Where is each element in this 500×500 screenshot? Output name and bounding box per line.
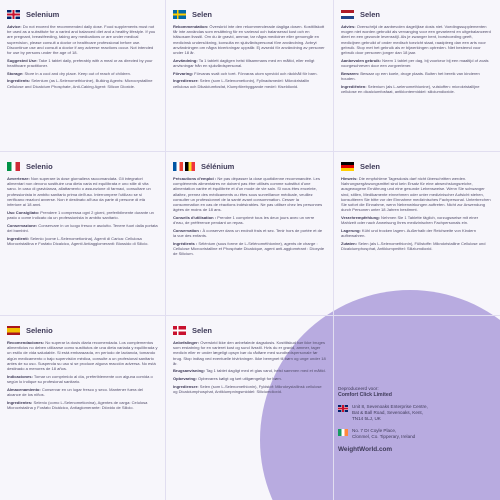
denmark-flag-icon bbox=[173, 326, 186, 335]
usage-text: Brugsanvisning: Tag 1 tablet dagligt med et glas vand, helst sammen med et måltid. bbox=[173, 368, 326, 374]
france-belgium-flag-icons bbox=[173, 162, 195, 171]
distributor-label: Deproduceerd voor: bbox=[338, 386, 379, 391]
panel-danish bbox=[166, 316, 334, 500]
panel-german bbox=[334, 152, 500, 316]
panel-dutch bbox=[334, 0, 500, 152]
panel-header bbox=[341, 162, 493, 171]
ireland-address bbox=[338, 428, 488, 440]
panel-swedish bbox=[166, 0, 334, 152]
language-title: Selen bbox=[360, 162, 381, 171]
panel-header bbox=[173, 162, 326, 171]
germany-flag-icon bbox=[341, 162, 354, 171]
ingredients-text: Ingredienti: Selenio (come L-Selenometionina), Agenti di Carica: Cellulosa Microcristallina e Fosfato Dicalcico, Agenti Antiagglomeranti: Biossido di Silicio. bbox=[7, 235, 149, 246]
ingredients-text: Ingredients: Selenium (as L-Selenomethionine), Bulking Agents: Microcrystalline Cellulose and Dicalcium Phosphate, Anti-Caking Agent: Silicon Dioxide. bbox=[7, 78, 153, 89]
language-title: Selenio bbox=[26, 162, 53, 171]
belgium-flag-icon bbox=[185, 162, 195, 171]
storage-text: Lagerung: Kühl und trocken lagern. Außerhalb der Reichweite von Kindern aufbewahren. bbox=[341, 227, 476, 238]
advice-text: Avvertenze: Non superare la dose giornaliera raccomandata. Gli integratori alimentari non devono sostituire una dieta varia ed equilibrata e uno stile di vita sano. In caso di gravidanza, allattamento o assunzione di farmaci, consultare un professionista in ambito sanitario prima dell'uso. Interrompere l'utilizzo se si verificano reazioni avverse. Non è destinato all'uso da parte di persone di età inferiore ai 18 anni. bbox=[7, 176, 151, 207]
distributor-block bbox=[338, 386, 488, 453]
panel-italian bbox=[0, 152, 166, 316]
advice-text: Anbefalinger: Overskrid ikke den anbefalede dagsdosis. Kosttilskud bør ikke bruges som erstatning for en varieret kost og sund livsstil. Hvis du er gravid, ammer, tager medicin eller er under lægeligt opsyn bør du rådføre med sundhedspersonale før brug. Stop indtag ved eventuelle bivirkninger. Ikke beregnet til børn og unge under 18 år. bbox=[173, 340, 326, 366]
france-flag-icon bbox=[173, 162, 183, 171]
advice-text: Recomendaciones: No superar la dosis diaria recomendada. Los complementos alimenticios no deben utilizarse como sustitutos de una dieta variada y equilibrada y un estilo de vida saludable. Si está embarazada, en período de lactancia, tomando algún medicamento o bajo supervisión médica, consulte a un profesional sanitario antes de su uso. Suspenda su uso si se produce alguna reacción adversa. No está destinado a menores de 18 años. bbox=[7, 340, 158, 371]
italy-flag-icon bbox=[7, 162, 20, 171]
ireland-address-lines: No. 7 Dr Coyle Place, Clonmel, Co. Tipperary, Ireland bbox=[352, 427, 416, 439]
sweden-flag-icon bbox=[173, 10, 186, 19]
uk-flag-icon bbox=[7, 10, 20, 19]
ingredients-text: Ingredientes: Selenio (como L-Selenometionina), Agentes de carga: Celulosa Microcristalina y Fosfato Dicálcico, Antiaglomerante: Dióxido de Silicio. bbox=[7, 399, 148, 410]
usage-text: Verzehrempfehlung: Nehmen Sie 1 Tablette täglich, vorzugsweise mit einer Mahlzeit oder nach Anweisung Ihres medizinischen Fachpersonals ein. bbox=[341, 214, 479, 225]
distributor-company: Comfort Click Limited bbox=[338, 392, 392, 398]
storage-text: Bewaren: Bewaar op een koele, droge plaats. Buiten het bereik van kinderen houden. bbox=[341, 70, 480, 81]
panel-english bbox=[0, 0, 166, 152]
language-title: Selenio bbox=[26, 326, 53, 335]
ingredients-text: Zutaten: Selen (als L-Selenomethionin), Füllstoffe: Mikrokristalline Cellulose und Dicalciumphosphat, Antiklumpmittel: Siliziumdioxid. bbox=[341, 240, 486, 251]
panel-french bbox=[166, 152, 334, 316]
panel-spanish bbox=[0, 316, 166, 500]
language-title: Selenium bbox=[26, 10, 60, 19]
brand-url: WeightWorld.com bbox=[338, 445, 393, 453]
storage-text: Opbevaring: Opbevares køligt og tørt utilgængeligt for børn. bbox=[173, 376, 282, 382]
storage-text: Conservazione: Conservare in un luogo fresco e asciutto. Tenere fuori dalla portata dei bambini. bbox=[7, 222, 158, 233]
language-title: Sélénium bbox=[201, 162, 235, 171]
language-title: Selen bbox=[192, 10, 213, 19]
usage-text: Användning: Ta 1 tablett dagligen helst tillsammans med en måltid, eller enligt anvisningar från en sjukvårdspersonal. bbox=[173, 57, 315, 68]
usage-text: Conseils d'utilisation : Prendre 1 comprimé tous les deux jours avec un verre d'eau, de préférence pendant un repas. bbox=[173, 214, 315, 225]
usage-text: Uso Consigliato: Prendere 1 compressa ogni 2 giorni, preferibilmente durante un pasto o come indicato da un professionista in ambito sanitario. bbox=[7, 209, 154, 220]
usage-text: Indicaciones: Tomar un comprimido al día, preferiblemente con alguna comida o según lo indique su profesional sanitario. bbox=[7, 373, 153, 384]
panel-header bbox=[7, 10, 158, 19]
netherlands-flag-icon bbox=[341, 10, 354, 19]
advice-text: Hinweis: Die empfohlene Tagesdosis darf nicht überschritten werden. Nahrungsergänzungsmittel sind kein Ersatz für eine abwechslungsreiche, ausgewogene Ernährung und eine gesunde Lebensweise. Wenn Sie schwanger sind, stillen, Medikamente einnehmen oder unter medizinischer Aufsicht stehen, konsultieren Sie bitte vor der Einnahme medizinisches Fachpersonal. Unterbrechen Sie sofort die Einnahme, wenn Nebenwirkungen auftreten. Nicht zur Anwendung durch Personen unter 18 Jahren bestimmt. bbox=[341, 176, 491, 213]
advice-text: Rekommendation: Överskrid inte den rekommenderade dagliga dosen. Kosttillskott får inte användas som ersättning för en varierad och balanserad kost och en hälsosam livsstil. Om du är gravid, ammar, tar några mediciner eller genomgår en medicinsk undersökning, konsulta en sjukvårdspersonal före användning. Avbryt användningen om några biverkningar uppstår. Ej avsedd för användning av personer under 18 år. bbox=[173, 24, 325, 55]
advice-text: Advies: Overschrijd de aanbevolen dagelijkse dosis niet. Voedingssupplementen mogen niet worden gebruikt als vervanging voor een gevarieerd en uitgebalanceerd dieet en een gezonde levensstijl. Als je zwanger bent, borstvoeding geeft, medicijnen gebruikt of onder medisch toezicht staat, raadpleeg dan een arts voor gebruik. Stop met het gebruik als er bijwerkingen optreden. Niet bestemd voor gebruik door personen jonger dan 18 jaar. bbox=[341, 24, 491, 55]
ireland-flag-icon bbox=[338, 429, 348, 436]
usage-text: Suggested Use: Take 1 tablet daily, preferably with a meal or as directed by your healthcare practitioner. bbox=[7, 57, 153, 68]
advice-text: Précautions d'emploi : Ne pas dépasser la dose quotidienne recommandée. Les compléments alimentaires ne doivent pas être utilisés comme substitut d'une alimentation variée et équilibrée et d'un mode de vie sain. Si vous êtes enceinte, allaitez, prenez des médicaments ou êtes sous surveillance médicale, veuillez consulter un professionnel de la santé avant consommation. Cesser la consommation en cas de réactions indésirables. Ne pas utiliser chez les personnes âgées de moins de 18 ans. bbox=[173, 176, 323, 213]
language-title: Selen bbox=[360, 10, 381, 19]
ingredients-text: Ingrédients : Sélénium (sous forme de L-Sélénométhionine), agents de charge : Cellulose Microcristalline et Phosphate Dicalcique, agent anti-agglomérant : Dioxyde de Silicium. bbox=[173, 240, 325, 257]
panel-header bbox=[173, 10, 326, 19]
uk-flag-icon bbox=[338, 405, 348, 412]
panel-header bbox=[7, 326, 158, 335]
usage-text: Aanbevolen gebruik: Neem 1 tablet per dag, bij voorkeur bij een maaltijd of zoals voorgeschreven door een zorgverlener. bbox=[341, 57, 489, 68]
storage-text: Storage: Store in a cool and dry place. Keep out of reach of children. bbox=[7, 70, 131, 76]
panel-header bbox=[173, 326, 326, 335]
ingredients-text: Ingrediënten: Selenium (als L-selenomethionine), vulstoffen: microkristallijne cellulose en dicalciumfosfaat, antiklontermiddel: siliciumdioxide. bbox=[341, 83, 480, 94]
storage-text: Almacenamiento: Conservar en un lugar fresco y seco. Mantener fuera del alcance de los niños. bbox=[7, 386, 144, 397]
panel-header bbox=[7, 162, 158, 171]
spain-flag-icon bbox=[7, 326, 20, 335]
panel-header bbox=[341, 10, 493, 19]
uk-address bbox=[338, 404, 488, 422]
language-title: Selen bbox=[192, 326, 213, 335]
storage-text: Conservation : À conserver dans un endroit frais et sec. Tenir hors de portée et de la vue des enfants. bbox=[173, 227, 323, 238]
storage-text: Förvaring: Förvaras svalt och torrt. Förvaras utom synvidd och räckhåll för barn. bbox=[173, 70, 318, 76]
ingredients-text: Ingredienser: Selen (som L-Selenometionin), Fyllnadsmedel: Mikrokristallin cellulosa och Dikalciumfosfat, Klumpförebyggande medel: Kiseldioxid. bbox=[173, 78, 310, 89]
advice-text: Advice: Do not exceed the recommended daily dose. Food supplements must not be used as a substitute for a varied and balanced diet and a healthy lifestyle. If you are pregnant, breastfeeding, taking any medications or are under medical supervision, please consult a doctor or healthcare professional before use. Discontinue use and consult a doctor if any adverse reactions occur. Not intended for use by persons under the age of 18. bbox=[7, 24, 156, 55]
ingredients-text: Ingredienser: Selen (som L-Selenomethionin), Fyldstof: Mikrokrystallinsk cellulose og Dicalciumphosphat, Antiklumpningsmiddel: Siliciumdioxid. bbox=[173, 383, 322, 395]
uk-address-lines: Unit 8, Sevenoaks Enterprise Centre, Bat & Ball Road, Sevenoaks, Kent, TN14 5LJ, UK bbox=[352, 404, 428, 421]
